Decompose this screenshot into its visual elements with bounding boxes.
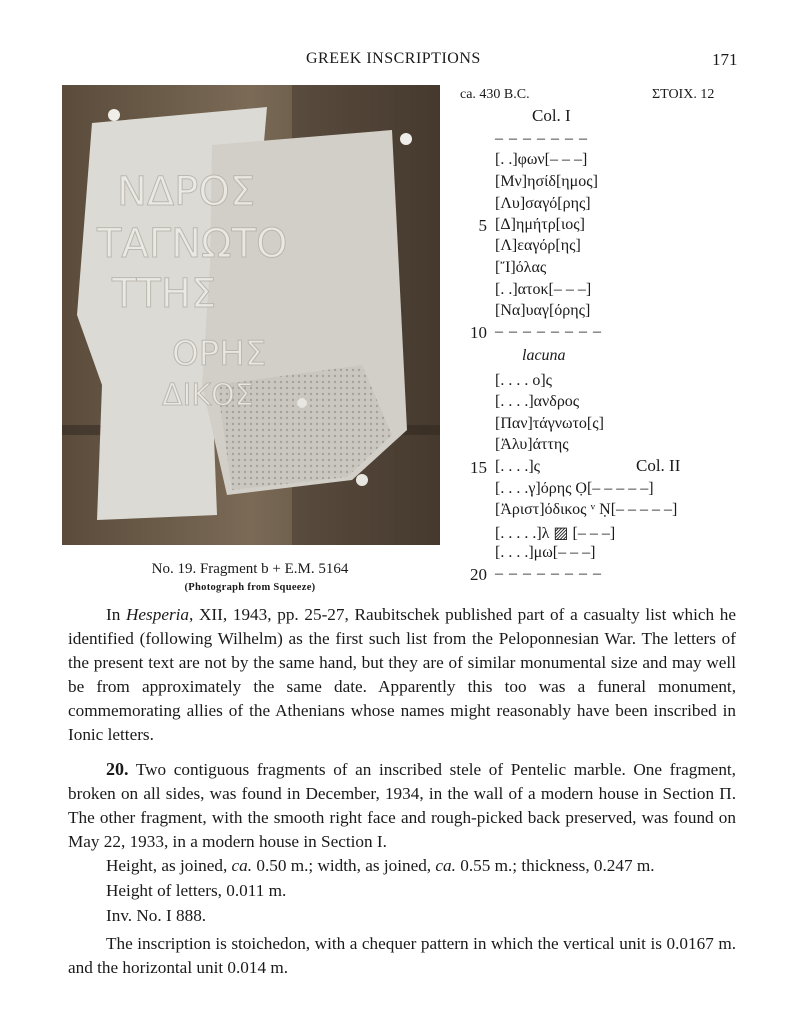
commentary-paragraph: In Hesperia, XII, 1943, pp. 25-27, Raubitschek published part of a casualty list which he identified (following Wilhelm) as the first such list from the Peloponnesian War. The letters of the present text are not by the same hand, but they are of similar monumental size and may well be from approximately the same date. Apparently this too was a funeral monument, commemorating allies of the Athenians whose names might reasonably have been inscribed in Ionic letters. bbox=[68, 605, 736, 744]
inscription-line: [Ἀλυ]άττης bbox=[495, 436, 569, 453]
inscription-line: [. .]φων[– – –] bbox=[495, 151, 588, 168]
running-header: GREEK INSCRIPTIONS bbox=[306, 50, 481, 67]
figure-caption-sub: (Photograph from Squeeze) bbox=[184, 582, 316, 593]
column-2-title: Col. II bbox=[636, 456, 681, 475]
column-1-title: Col. I bbox=[532, 106, 571, 125]
inscription-line: – – – – – – – – bbox=[495, 565, 602, 582]
inscription-date: ca. 430 B.C. bbox=[460, 87, 530, 102]
squeeze-photograph bbox=[62, 85, 440, 545]
letter-height: Height of letters, 0.011 m. bbox=[106, 881, 287, 900]
inscription-line: [Να]υαγ[όρης] bbox=[495, 302, 591, 319]
carved-text: ΝΔΡΟΣ bbox=[117, 169, 256, 215]
inscription-line: [. . . . ο]ς bbox=[495, 372, 552, 389]
entry-number: 20. bbox=[106, 759, 129, 779]
inscription-line: [. . . . .]λ ▨ [– – –] bbox=[495, 525, 616, 542]
squeeze-photo-image bbox=[62, 85, 440, 545]
inscription-line: [. . . .]ανδρος bbox=[495, 393, 580, 410]
inscription-line: [Ἴ]όλας bbox=[495, 259, 547, 276]
svg-text:ΤΑΓΝΩΤΟ: ΤΑΓΝΩΤΟ bbox=[97, 221, 288, 267]
line-number: 20 bbox=[470, 565, 487, 584]
inscription-line: [. .]ατοκ[– – –] bbox=[495, 281, 592, 298]
inscription-line: [Ἀριστ]όδικος ᵛ Ṇ[– – – – –] bbox=[495, 501, 678, 518]
inscription-line: – – – – – – – bbox=[495, 130, 588, 147]
entry-20-description: 20. Two contiguous fragments of an inscribed stele of Pentelic marble. One fragment, broken on all sides, was found in December, 1934, in the wall of a modern house in Section Π. The other fragment, with the smooth right face and rough-picked back preserved, was found on May 22, 1933, in a modern house in Section Ι. bbox=[68, 759, 736, 851]
line-number: 5 bbox=[478, 216, 487, 235]
inscription-line: – – – – – – – – bbox=[495, 323, 602, 340]
stoichedon-count: ΣΤΟΙΧ. 12 bbox=[652, 87, 715, 102]
measurements: Height, as joined, ca. 0.50 m.; width, as joined, ca. 0.55 m.; thickness, 0.247 m. bbox=[106, 856, 655, 875]
lacuna-label: lacuna bbox=[522, 347, 566, 364]
inscription-line: [Δ]ημήτρ[ιος] bbox=[495, 216, 585, 233]
page-number: 171 bbox=[712, 50, 738, 69]
inscription-line: [Λυ]σαγό[ρης] bbox=[495, 195, 591, 212]
inscription-line: [Μν]ησίδ[ημος] bbox=[495, 173, 598, 190]
figure-caption: No. 19. Fragment b + E.M. 5164 bbox=[151, 561, 349, 577]
line-number: 15 bbox=[470, 458, 487, 477]
svg-text:ΤΤΗΣ: ΤΤΗΣ bbox=[112, 271, 217, 317]
inscription-line: [. . . .γ]όρης Ọ[– – – – –] bbox=[495, 480, 654, 497]
inventory-number: Inv. No. I 888. bbox=[106, 906, 207, 925]
inscription-line: [. . . .]μω[– – –] bbox=[495, 544, 596, 561]
inscription-line: [Παν]τάγνωτο[ς] bbox=[495, 415, 604, 432]
svg-text:ΟΡΗΣ: ΟΡΗΣ bbox=[172, 334, 267, 374]
inscription-line: [Λ]εαγόρ[ης] bbox=[495, 237, 581, 254]
stoichedon-note: The inscription is stoichedon, with a chequer pattern in which the vertical unit is 0.0167 m. and the horizontal unit 0.014 m. bbox=[68, 934, 736, 977]
line-number: 10 bbox=[470, 323, 487, 342]
svg-text:ΔΙΚΟΣ: ΔΙΚΟΣ bbox=[162, 378, 254, 413]
inscription-line: [. . . .]ς bbox=[495, 458, 540, 475]
